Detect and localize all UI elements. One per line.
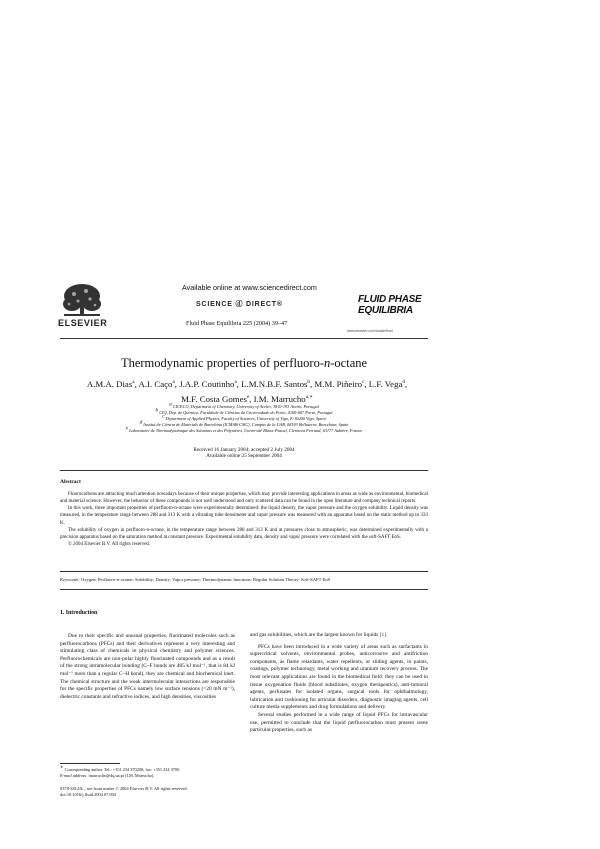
journal-logo-line2: EQUILIBRIA	[358, 305, 413, 316]
journal-reference: Fluid Phase Equilibria 225 (2004) 39–47	[186, 320, 288, 327]
available-date: Available online 25 September 2004	[206, 453, 282, 460]
keywords-bottom-divider	[60, 589, 428, 590]
footer-copyright: 0378-3812/$ – see front matter © 2004 Elsevier B.V. All rights reserved.	[60, 786, 188, 791]
author: A.M.A. Dias$^a$,	[86, 379, 139, 389]
section-heading: 1. Introduction	[60, 610, 98, 616]
citation-link[interactable]: [1]	[379, 632, 387, 638]
affiliation: e Laboratoire de Thermodynamique des Solutions et des Polymères, Université Blaise Pascal, Clermont Ferrand, 63177 Aubière, France	[125, 425, 363, 433]
abstract-top-divider	[60, 470, 428, 471]
article-title	[60, 356, 428, 371]
author: J.A.P. Coutinho$^a$,	[179, 379, 242, 389]
abstract-paragraph: The solubility of oxygen in perfluoro-n-octane, in the temperature range between 288 and 313 K and at pressures close to atmospheric, was determined experimentally with a precision apparatus based on the saturation method at constant pressure. Experimental solubility data, density and vapor pressure were correlated with the soft-SAFT EoS.	[60, 527, 428, 540]
affiliation: c Department of Applied Physics, Faculty of Sciences, University of Vigo, E-36200 Vigo, Spain	[162, 413, 326, 421]
keywords-top-divider	[60, 571, 428, 572]
keywords	[60, 577, 428, 582]
author-list	[82, 377, 412, 407]
footnote-divider	[60, 763, 120, 764]
abstract-body	[60, 491, 428, 548]
author: L.M.N.B.F. Santos$^b$,	[241, 379, 315, 389]
author: A.I. Caço$^a$,	[138, 379, 180, 389]
page-footer	[60, 786, 260, 799]
journal-url[interactable]: www.elsevier.com/locate/fluid	[347, 329, 393, 333]
footnote-email-line: E-mail address: imarrucho@dq.ua.pt (I.M. Marrucho).	[60, 773, 155, 778]
body-paragraph: Due to their specific and unusual properties, fluorinated molecules such as perfluorocarbons (PFCs) and their derivatives represent a very interesting and stimulating class of chemicals in physical chemistry and polymer sciences. Perfluorochemicals are non-polar highly fluorinated compounds and as a result of the strong intramolecular bonding (C–F bonds are 485 kJ mol⁻¹, that is 84 kJ mol⁻¹ more than a regular C–H bond), they are chemical and biochemical inert. The chemical structure and the weak intermolecular interactions are responsible for the specific properties of PFCs namely low surface tensions (<20 mN m⁻¹), dielectric constants and refractive indices, and high densities, viscosities	[60, 633, 235, 700]
author: L.F. Vega$^d$,	[368, 379, 408, 389]
journal-logo	[358, 294, 428, 322]
header-divider	[60, 338, 428, 339]
abstract-copyright: © 2004 Elsevier B.V. All rights reserved.	[68, 542, 151, 548]
author: I.M. Marrucho$^{a,∗}$	[253, 394, 313, 404]
abstract-heading: Abstract	[60, 479, 81, 485]
article-dates	[60, 447, 428, 460]
footer-doi[interactable]: doi:10.1016/j.fluid.2004.07.004	[60, 792, 116, 798]
affiliation: d Institut de Ciència de Materials de Barcelona (ICMAB-CSIC), Campus de la UAB, 08193 Bellaterra, Barcelona, Spain	[139, 419, 349, 427]
title-part-2: -octane	[330, 356, 368, 370]
journal-logo-line1: FLUID PHASE	[358, 294, 422, 305]
author: M.M. Piñeiro$^c$,	[314, 379, 369, 389]
available-online-text: Available online at www.sciencedirect.com	[182, 283, 317, 292]
affiliations	[60, 401, 428, 434]
abstract-paragraph: Fluorocarbons are attracting much attention nowadays because of their unique properties, which may provide interesting applications in areas as wide as environmental, biomedical and material science. However, the behavior of these compounds is not well understood and only scattered data can be found in the open literature and company technical reports.	[60, 492, 428, 505]
right-column	[250, 632, 428, 735]
abstract-paragraph: In this work, three important properties of perfluoro-n-octane were experimentally determined: the liquid density, the vapor pressure and the oxygen solubility. Liquid density was measured, in the temperature range between 288 and 313 K with a vibrating tube densimeter and vapor pressure was measured with an apparatus based on the static method up to 333 K.	[60, 506, 428, 526]
affiliation: a CICECO, Department of Chemistry, University of Aveiro, 3810-193 Aveiro, Portugal	[169, 401, 319, 409]
body-paragraph: PFCs have been introduced in a wide variety of areas such as surfactants in supercritical solvents, environmental probes, anticorrosive and antifriction components, as flame retardants, water repellents, or sliding agents, in paints, coatings, polymer technology, metal working and uranium recovery process. The most relevant applications are found in the biomedical field: they can be used in tissue oxygenation fluids (blood substitutes, oxygen therapeutics), anti-tumoral agents, perfusates for isolated organs, surgical tools for ophthalmology, lubrication and cushioning for articular disorders, diagnostic imaging agents, cell culture media supplements and drug formulations and delivery.	[250, 643, 428, 711]
publisher-name: ELSEVIER	[58, 318, 108, 328]
footnote	[60, 764, 235, 779]
body-paragraph: Several studies performed in a wide range of liquid PFCs for intravascular use, permitted to conclude that the liquid perfluorocarbon must present some particular properties, such as	[250, 711, 428, 734]
sciencedirect-logo-text: SCIENCE ⓓ DIRECT®	[196, 301, 283, 308]
received-date: Received 16 January 2004; accepted 2 July 2004	[193, 447, 295, 453]
left-column	[60, 633, 235, 701]
body-paragraph: and gas solubilities, which are the largest known for liquids [1].	[250, 632, 388, 638]
author: M.F. Costa Gomes$^e$,	[181, 394, 254, 404]
affiliation: b CIQ, Dep. de Química, Faculdade de Ciências da Universidade do Porto, 4169-007 Porto, Portugal	[155, 407, 333, 415]
email-link[interactable]: imarrucho@dq.ua.pt (I.M. Marrucho).	[88, 773, 155, 778]
footnote-line: ∗ Corresponding author. Tel.: +351 234 370200; fax: +351 234 3700.	[60, 764, 181, 772]
title-part-italic: n	[324, 356, 331, 370]
keywords-label: Keywords:	[60, 577, 80, 582]
sciencedirect-logo	[196, 293, 316, 307]
keywords-text: Oxygen; Perfluoro-n-octane; Solubility; Density; Vapor pressure; Thermodynamic functions; Regular Solution Theory; Soft-SAFT EoS	[80, 577, 331, 582]
title-part-1: Thermodynamic properties of perfluoro-	[120, 356, 325, 370]
